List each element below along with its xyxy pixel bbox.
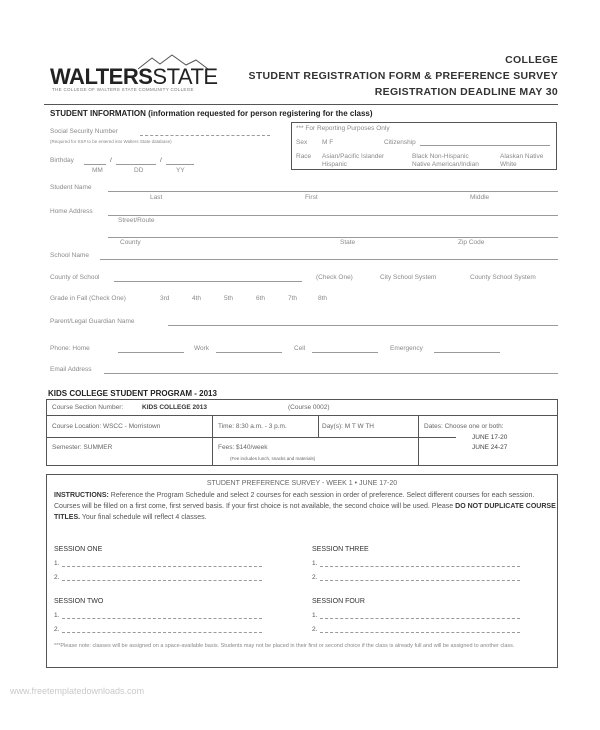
birthday-day-field[interactable]: [116, 164, 156, 165]
parent-label: Parent/Legal Guardian Name: [50, 318, 135, 325]
course-date-2[interactable]: JUNE 24-27: [472, 444, 508, 451]
parent-field[interactable]: [168, 325, 558, 326]
phone-emergency-field[interactable]: [434, 352, 500, 353]
name-sub-middle: Middle: [470, 194, 490, 201]
birthday-sub-dd: DD: [134, 167, 144, 174]
birthday-month-field[interactable]: [84, 164, 106, 165]
race-option-native[interactable]: Native American/Indian: [412, 161, 479, 168]
phone-cell-label: Cell: [294, 345, 306, 352]
sex-label: Sex: [296, 139, 308, 146]
course-semester: Semester: SUMMER: [52, 444, 113, 451]
county-school-label: County of School: [50, 274, 100, 281]
school-type-city[interactable]: City School System: [380, 274, 437, 281]
name-sub-last: Last: [150, 194, 163, 201]
course-location: Course Location: WSCC - Morristown: [52, 423, 161, 430]
address-city-field[interactable]: [108, 237, 558, 238]
session-three-title: SESSION THREE: [312, 546, 369, 553]
course-section-value: KIDS COLLEGE 2013: [142, 404, 208, 411]
birthday-year-field[interactable]: [166, 164, 194, 165]
ssn-note: (Required for SS# to be entered into Walters State database): [50, 139, 172, 144]
session-one-choice-2[interactable]: [62, 580, 262, 581]
course-days: Day(s): M T W TH: [322, 423, 374, 430]
birthday-label: Birthday: [50, 157, 74, 164]
birthday-sub-yy: YY: [176, 167, 185, 174]
address-sub-zip: Zip Code: [458, 239, 485, 246]
phone-cell-field[interactable]: [312, 352, 378, 353]
header-deadline: REGISTRATION DEADLINE MAY 30: [374, 86, 558, 98]
session-one-choice-1[interactable]: [62, 566, 262, 567]
phone-emergency-label: Emergency: [390, 345, 423, 352]
header-divider: [44, 104, 558, 105]
phone-home-field[interactable]: [118, 352, 184, 353]
grade-option-4th[interactable]: 4th: [192, 295, 202, 302]
county-school-field[interactable]: [114, 281, 302, 282]
email-field[interactable]: [104, 373, 558, 374]
email-label: Email Address: [50, 366, 92, 373]
address-sub-state: State: [340, 239, 356, 246]
session-two-choice-2[interactable]: [62, 632, 262, 633]
survey-title: STUDENT PREFERENCE SURVEY - WEEK 1 • JUNE 17-20: [206, 480, 398, 487]
grade-option-8th[interactable]: 8th: [318, 295, 328, 302]
logo-wordmark: WALTERSSTATE: [50, 64, 218, 89]
course-fees-note: (Fee includes lunch, snacks and materials): [230, 456, 316, 461]
header-form-title: STUDENT REGISTRATION FORM & PREFERENCE SURVEY: [248, 70, 558, 82]
watermark: www.freetemplatedownloads.com: [10, 686, 145, 696]
school-name-field[interactable]: [100, 259, 558, 260]
college-logo: [50, 54, 218, 94]
school-type-label: (Check One): [316, 274, 353, 281]
phone-work-field[interactable]: [216, 352, 282, 353]
survey-instructions: INSTRUCTIONS: Reference the Program Schedule and select 2 courses for each session in order of preference. Select different courses for each session. Courses will be filled on a first come, first served basis. If your first choice is not available, the second choice will be used. Please DO NOT DUPLICATE COURSE TITLES. Your final schedule will reflect 4 classes.: [54, 492, 556, 521]
session-four-title: SESSION FOUR: [312, 598, 365, 605]
address-sub-county: County: [120, 239, 141, 246]
grade-option-7th[interactable]: 7th: [288, 295, 298, 302]
race-label: Race: [296, 153, 312, 160]
birthday-sub-mm: MM: [92, 167, 103, 174]
session-four-choice-2[interactable]: [320, 632, 520, 633]
ssn-field[interactable]: [140, 135, 270, 136]
grade-label: Grade in Fall (Check One): [50, 295, 126, 302]
logo-tagline: THE COLLEGE OF WALTERS STATE COMMUNITY COLLEGE: [52, 87, 194, 92]
student-info-title: STUDENT INFORMATION (information requested for person registering for the class): [50, 109, 373, 118]
race-option-alaskan[interactable]: Alaskan Native: [500, 153, 544, 160]
student-name-label: Student Name: [50, 184, 92, 191]
student-name-field[interactable]: [108, 191, 558, 192]
course-time: Time: 8:30 a.m. - 3 p.m.: [218, 423, 287, 430]
session-two-choice-1[interactable]: [62, 618, 262, 619]
grade-option-5th[interactable]: 5th: [224, 295, 234, 302]
course-code: (Course 0002): [288, 404, 330, 411]
citizenship-label: Citizenship: [384, 139, 416, 146]
survey-footnote: ***Please note: classes will be assigned on a space-available basis. Students may not be placed in their first or second choice if the class is already full and will be assigned to another class.: [54, 643, 515, 649]
session-three-choice-2[interactable]: [320, 580, 520, 581]
program-title: KIDS COLLEGE STUDENT PROGRAM - 2013: [48, 389, 217, 398]
grade-option-6th[interactable]: 6th: [256, 295, 266, 302]
session-one-title: SESSION ONE: [54, 546, 103, 553]
session-three-choice-1[interactable]: [320, 566, 520, 567]
race-option-asian[interactable]: Asian/Pacific Islander: [322, 153, 385, 160]
phone-home-label: Phone: Home: [50, 345, 90, 352]
race-option-white[interactable]: White: [500, 161, 517, 168]
phone-work-label: Work: [194, 345, 210, 352]
reporting-box-title: *** For Reporting Purposes Only: [296, 125, 390, 132]
school-name-label: School Name: [50, 252, 90, 259]
course-date-1[interactable]: JUNE 17-20: [472, 434, 508, 441]
school-type-county[interactable]: County School System: [470, 274, 536, 281]
session-two-title: SESSION TWO: [54, 598, 104, 605]
course-dates-label: Dates: Choose one or both:: [424, 423, 504, 430]
course-section-label: Course Section Number:: [52, 404, 124, 411]
address-label: Home Address: [50, 208, 93, 215]
address-street-field[interactable]: [108, 215, 558, 216]
address-sub-street: Street/Route: [118, 217, 155, 224]
race-option-hispanic[interactable]: Hispanic: [322, 161, 347, 168]
name-sub-first: First: [305, 194, 318, 201]
race-option-black[interactable]: Black Non-Hispanic: [412, 153, 469, 160]
grade-option-3rd[interactable]: 3rd: [160, 295, 170, 302]
citizenship-field[interactable]: [420, 145, 550, 146]
header-college: COLLEGE: [505, 54, 558, 66]
sex-options[interactable]: M F: [322, 139, 334, 146]
session-four-choice-1[interactable]: [320, 618, 520, 619]
ssn-label: Social Security Number: [50, 128, 118, 135]
course-fees: Fees: $140/week: [218, 444, 268, 451]
